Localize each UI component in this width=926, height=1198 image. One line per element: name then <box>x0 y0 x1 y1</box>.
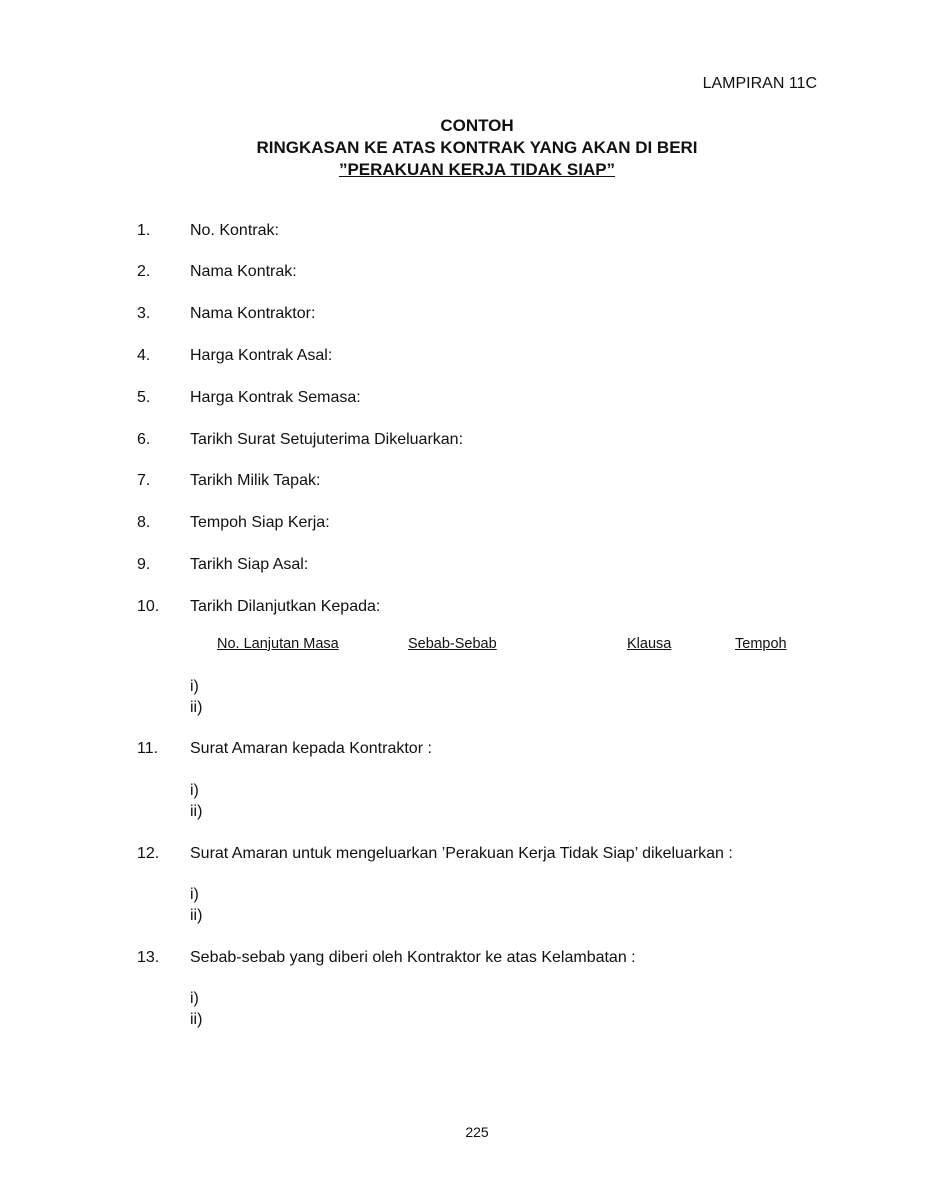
item-number: 5. <box>137 389 151 406</box>
item-number: 7. <box>137 472 151 489</box>
item-label: Tarikh Milik Tapak: <box>190 472 321 489</box>
item-label: Tempoh Siap Kerja: <box>190 514 330 531</box>
sub-item-ii: ii) <box>190 803 203 820</box>
column-header-clause: Klausa <box>627 636 672 652</box>
item-number: 1. <box>137 222 151 239</box>
item-label: Harga Kontrak Asal: <box>190 347 333 364</box>
column-header-reasons: Sebab-Sebab <box>408 636 497 652</box>
sub-item-i: i) <box>190 678 199 695</box>
item-label: No. Kontrak: <box>190 222 279 239</box>
item-label: Tarikh Surat Setujuterima Dikeluarkan: <box>190 431 464 448</box>
item-label: Nama Kontraktor: <box>190 305 316 322</box>
page-number: 225 <box>465 1124 489 1140</box>
item-number: 13. <box>137 949 160 966</box>
item-number: 12. <box>137 845 160 862</box>
item-label: Nama Kontrak: <box>190 263 297 280</box>
title-line-3: ”PERAKUAN KERJA TIDAK SIAP” <box>338 160 616 179</box>
item-number: 2. <box>137 263 151 280</box>
title-line-1: CONTOH <box>440 116 514 135</box>
item-label: Tarikh Dilanjutkan Kepada: <box>190 598 381 615</box>
title-line-2: RINGKASAN KE ATAS KONTRAK YANG AKAN DI BERI <box>256 138 698 157</box>
item-label: Sebab-sebab yang diberi oleh Kontraktor ke atas Kelambatan : <box>190 949 636 966</box>
item-number: 10. <box>137 598 160 615</box>
sub-item-i: i) <box>190 886 199 903</box>
sub-item-i: i) <box>190 782 199 799</box>
item-label: Surat Amaran kepada Kontraktor : <box>190 740 432 757</box>
sub-item-ii: ii) <box>190 1011 203 1028</box>
item-number: 11. <box>137 740 159 757</box>
item-label: Harga Kontrak Semasa: <box>190 389 361 406</box>
item-number: 4. <box>137 347 151 364</box>
item-number: 8. <box>137 514 151 531</box>
sub-item-ii: ii) <box>190 699 203 716</box>
sub-item-i: i) <box>190 990 199 1007</box>
sub-item-ii: ii) <box>190 907 203 924</box>
item-label: Tarikh Siap Asal: <box>190 556 309 573</box>
annex-label: LAMPIRAN 11C <box>702 75 817 92</box>
item-number: 3. <box>137 305 151 322</box>
item-label: Surat Amaran untuk mengeluarkan ’Perakuan Kerja Tidak Siap’ dikeluarkan : <box>190 845 733 862</box>
column-header-extension-no: No. Lanjutan Masa <box>217 636 339 652</box>
item-number: 6. <box>137 431 151 448</box>
column-header-period: Tempoh <box>735 636 787 652</box>
item-number: 9. <box>137 556 151 573</box>
